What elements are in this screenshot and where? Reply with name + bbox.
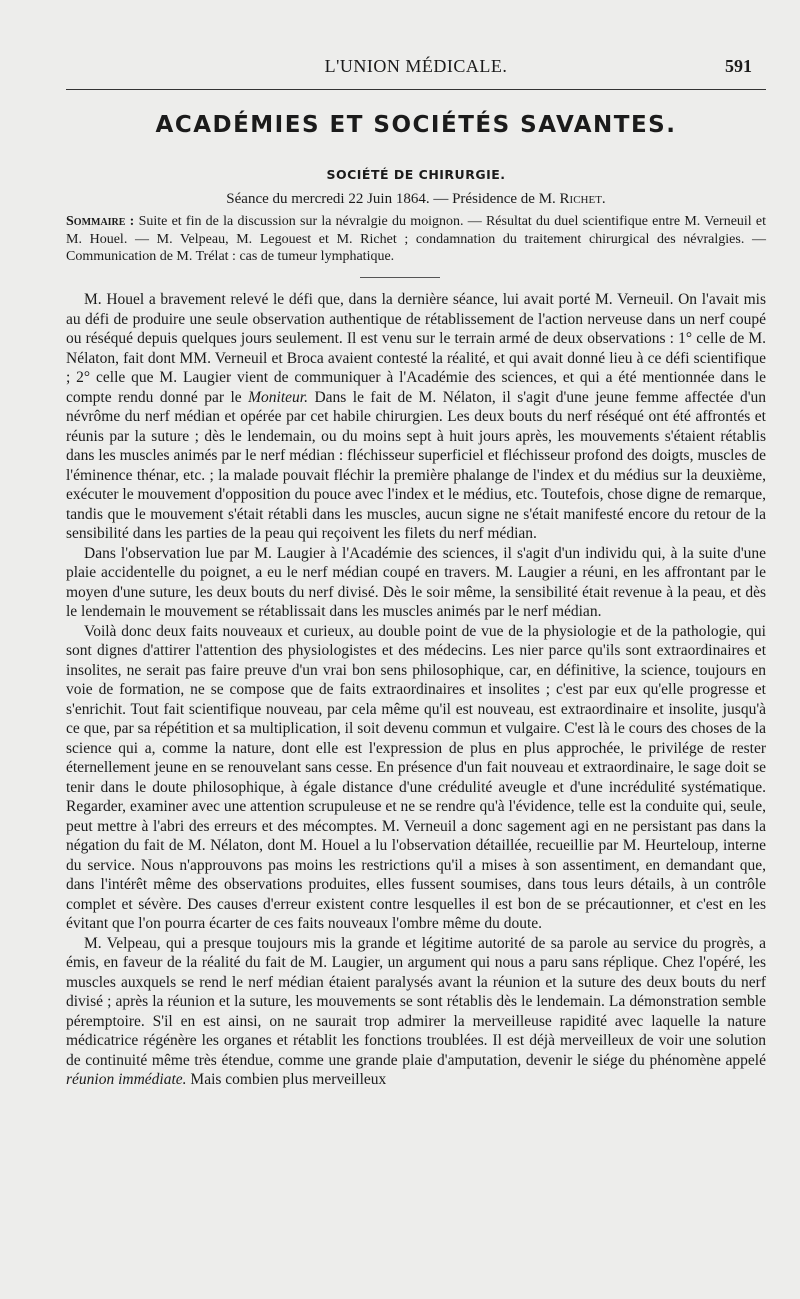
summary-label: Sommaire : xyxy=(66,214,135,229)
page-number: 591 xyxy=(725,56,752,76)
paragraph-text: Mais combien plus merveilleux xyxy=(186,1071,387,1088)
paragraph-1 xyxy=(66,290,766,544)
paragraph-4 xyxy=(66,934,766,1090)
summary-rule xyxy=(360,277,440,278)
summary-text: Suite et fin de la discussion sur la névralgie du moignon. — Résultat du duel scientifique entre M. Verneuil et M. Houel. — M. Velpeau, M. Legouest et M. Richet ; condamnation du traitement chirurgical des névralgies. — Communication de M. Trélat : cas de tumeur lymphatique. xyxy=(66,214,767,264)
header-rule xyxy=(66,89,766,90)
paragraph-text: M. Houel a bravement relevé le défi que, dans la dernière séance, lui avait porté M. Verneuil. On l'avait mis au défi de produire une seule observation authentique de rétablissement de l'action nerveuse dans un nerf coupé ou réséqué depuis quelques jours seulement. Il est venu sur le terrain armé de deux observations : 1° celle de M. Nélaton, fait dont MM. Verneuil et Broca avaient contesté la réalité, et qui avait donné lieu à ce défi scientifique ; 2° celle que M. Laugier vient de communiquer à l'Académie des sciences, et qui a été mentionnée dans le compte rendu donné par le xyxy=(66,291,766,406)
society-name: SOCIÉTÉ DE CHIRURGIE. xyxy=(326,167,506,182)
paragraph-text: Dans le fait de M. Nélaton, il s'agit d'une jeune femme affectée d'un névrôme du nerf médian et opérée par cet habile chirurgien. Les deux bouts du nerf réséqué ont été affrontés et réunis par la suture ; dès le lendemain, ou du moins sept à huit jours après, les mouvements s'étaient rétablis dans les muscles animés par le nerf médian : fléchisseur superficiel et fléchisseur profond des doigts, muscles de l'éminence thénar, etc. ; la malade pouvait fléchir la première phalange de l'index et du médius sur la deuxième, exécuter le mouvement d'opposition du pouce avec l'index et le médius, etc. Toutefois, chose digne de remarque, tandis que le mouvement s'était rétabli dans les muscles, aucun signe ne s'était manifesté encore du retour de la sensibilité dans les parties de la peau qui reçoivent les filets du nerf médian. xyxy=(66,388,766,542)
running-head xyxy=(66,56,766,86)
running-title: L'UNION MÉDICALE. xyxy=(324,56,508,76)
paragraph-3 xyxy=(66,622,766,934)
section-title: ACADÉMIES ET SOCIÉTÉS SAVANTES. xyxy=(155,112,677,138)
session-president: Richet. xyxy=(559,191,606,207)
paragraph-2 xyxy=(66,544,766,622)
paragraph-text: M. Velpeau, qui a presque toujours mis la grande et légitime autorité de sa parole au service du progrès, a émis, en faveur de la réalité du fait de M. Laugier, un argument qui nous a paru sans réplique. Chez l'opéré, les muscles auxquels se rend le nerf médian étaient paralysés avant la réunion et la suture des deux bouts du nerf divisé ; après la réunion et la suture, les mouvements se sont rétablis dès le lendemain. La démonstration semble péremptoire. S'il en est ainsi, on ne saurait trop admirer la merveilleuse rapidité avec laquelle la nature médicatrice régénère les organes et rétablit les fonctions troublées. Il est déjà merveilleux de voir une solution de continuité même très étendue, comme une grande plaie d'amputation, devenir le siége du phénomène appelé xyxy=(66,934,766,1069)
paragraph-emphasis: Moniteur. xyxy=(248,388,308,406)
paragraph-text: Dans l'observation lue par M. Laugier à l'Académie des sciences, il s'agit d'un individu qui, à la suite d'une plaie accidentelle du poignet, a eu le nerf médian coupé en travers. M. Laugier a réuni, en les affrontant par le moyen d'une suture, les deux bouts du nerf divisé. Dès le soir même, la sensibilité était revenue à la peau, et dès le lendemain le mouvement se rétablissait dans les muscles animés par le nerf médian. xyxy=(66,544,766,620)
session-line xyxy=(66,191,766,208)
session-text: Séance du mercredi 22 Juin 1864. — Présidence de M. xyxy=(226,191,560,207)
article-body xyxy=(66,290,766,1090)
paragraph-emphasis: réunion immédiate. xyxy=(66,1071,187,1088)
summary xyxy=(66,213,766,266)
paragraph-text: Voilà donc deux faits nouveaux et curieux, au double point de vue de la physiologie et de la pathologie, qui sont dignes d'attirer l'attention des physiologistes et des médecins. Les nier parce qu'ils sont extraordinaires et insolites, ne serait pas faire preuve d'un vrai bon sens philosophique, car, en définitive, la science, toujours en voie de formation, ne se compose que de faits extraordinaires et insolites ; c'est par eux qu'elle progresse et s'enrichit. Tout fait scientifique nouveau, par cela même qu'il est nouveau, est extraordinaire et insolite, jusqu'à ce que, par sa répétition et sa multiplication, il soit devenu commun et vulgaire. C'est là le cours des choses de la science qui a, comme la nature, dont elle est l'expression de plus en plus approchée, le privilége de rester éternellement jeune en se renouvelant sans cesse. En présence d'un fait nouveau et extraordinaire, le sage doit se tenir dans le doute philosophique, à égale distance d'une crédulité aveugle et d'une incrédulité systématique. Regarder, examiner avec une attention scrupuleuse et ne se rendre qu'à l'évidence, telle est la conduite qui, seule, peut mettre à l'abri des erreurs et des mécomptes. M. Verneuil a donc sagement agi en ne persistant pas dans la négation du fait de M. Nélaton, dont M. Houel a lu l'observation détaillée, recueillie par M. Heurteloup, interne du service. Nous n'approuvons pas moins les restrictions qu'il a mises à son assentiment, en demandant que, dans l'intérêt même des observations produites, elles fussent soumises, dans tous leurs détails, à un contrôle complet et sévère. Des causes d'erreur existent contre lesquelles il est bon de se précautionner, et c'est en les évitant que l'on pourra écarter de ces faits nouveaux l'ombre même du doute. xyxy=(66,622,766,932)
